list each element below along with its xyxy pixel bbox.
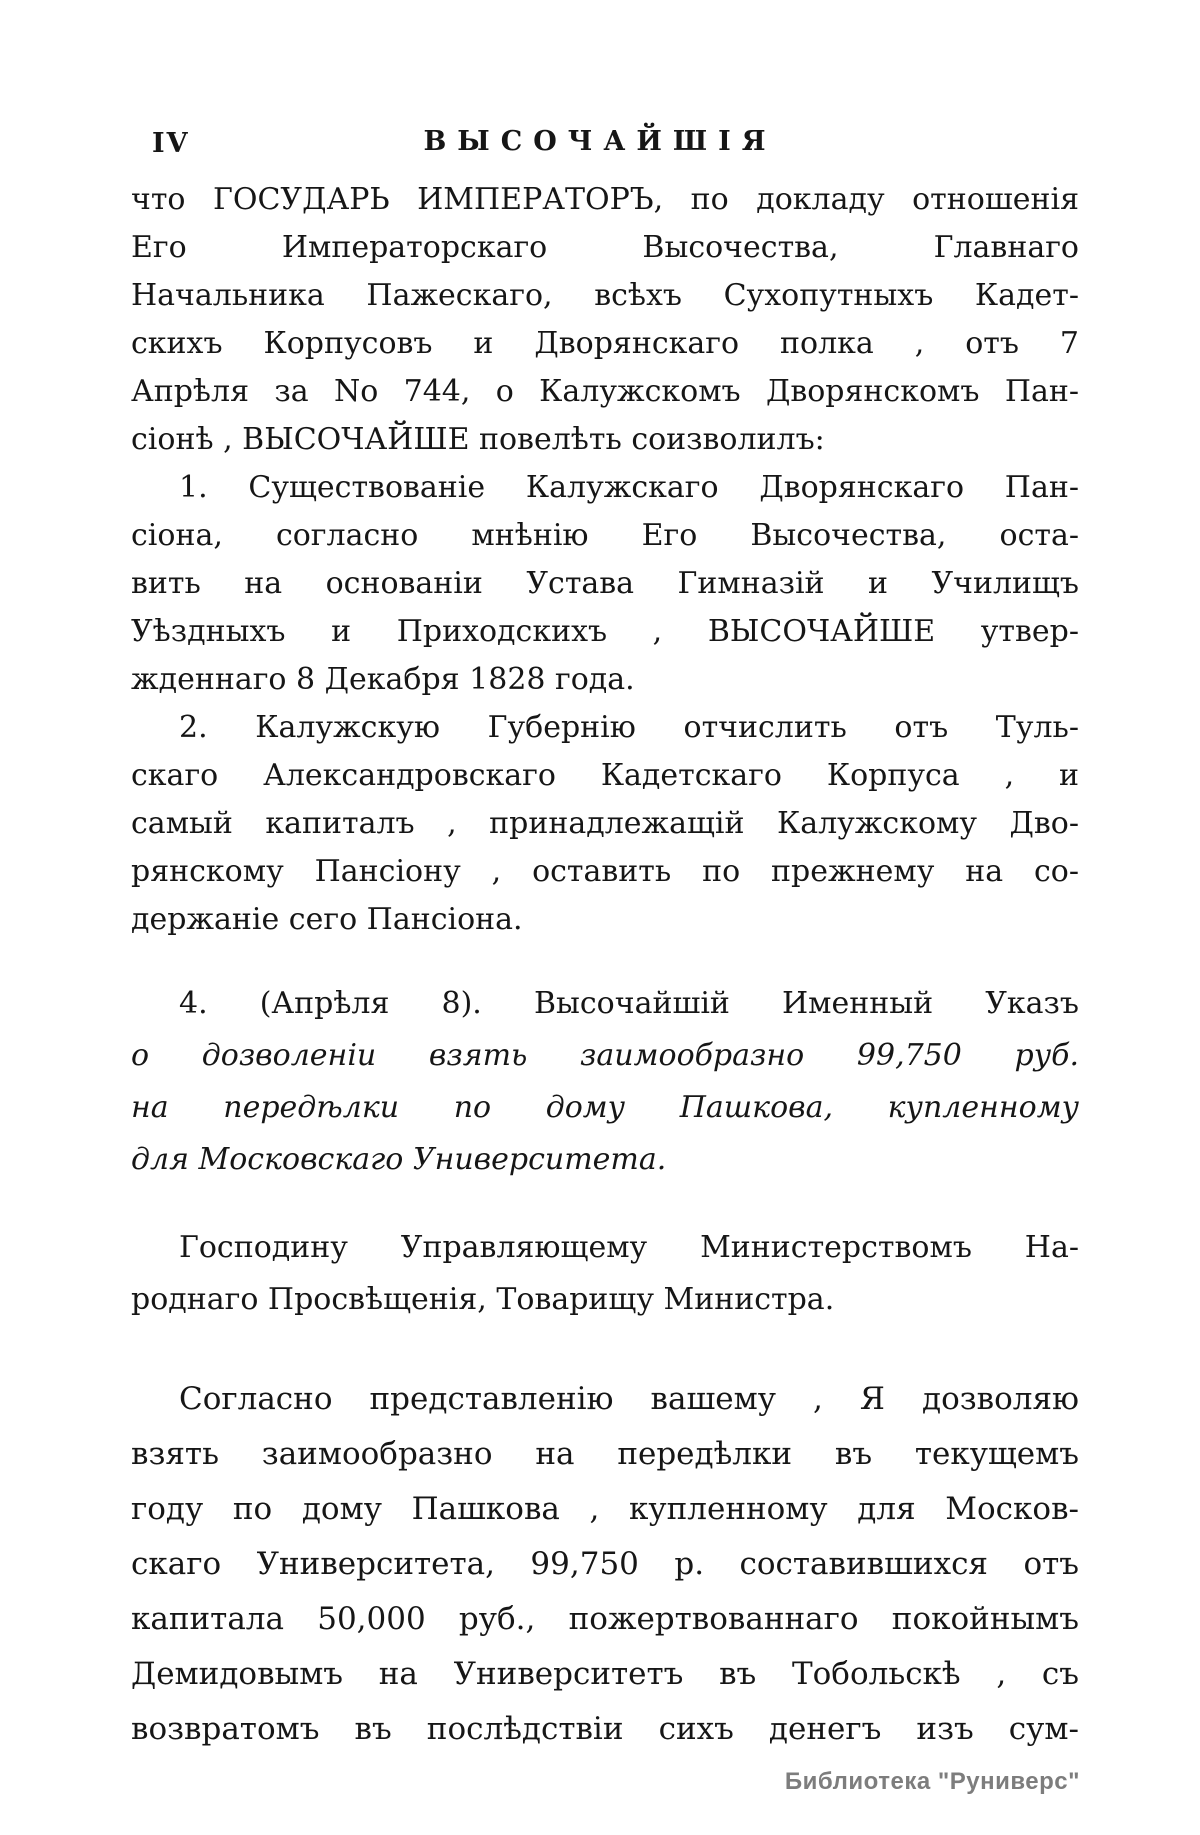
text-line: держаніе сего Пансіона. (131, 902, 523, 937)
text-line: Начальника Пажескаго, всѣхъ Сухопутныхъ Кадет- (131, 278, 1079, 313)
text-line: Господину Управляющему Министерствомъ На- (179, 1230, 1079, 1265)
text-line: сіонѣ , ВЫСОЧАЙШЕ повелѣть соизволилъ: (131, 422, 825, 457)
text-line: возвратомъ въ послѣдствіи сихъ денегъ изъ сум- (131, 1711, 1079, 1747)
text-line: вить на основаніи Устава Гимназій и Училищъ (131, 566, 1079, 601)
paragraph-salutation (131, 1222, 1079, 1326)
library-watermark: Библиотека "Руниверс" (784, 1768, 1080, 1795)
text-line: взять заимообразно на передѣлки въ текущемъ (131, 1436, 1079, 1472)
text-line: Апрѣля за No 744, о Калужскомъ Дворянскомъ Пан- (131, 374, 1079, 409)
text-line: рянскому Пансіону , оставить по прежнему на со- (131, 854, 1079, 889)
text-line: жденнаго 8 Декабря 1828 года. (131, 662, 635, 697)
text-line: что ГОСУДАРЬ ИМПЕРАТОРЪ, по докладу отношенія (131, 182, 1079, 217)
text-line: 4. (Апрѣля 8). Высочайшій Именный Указъ (179, 986, 1079, 1021)
paragraph-decree-heading (131, 978, 1079, 1186)
text-line: скаго Университета, 99,750 р. составившихся отъ (131, 1546, 1079, 1582)
text-line: о дозволеніи взять заимообразно 99,750 руб. (131, 1038, 1079, 1073)
paragraph-intro (131, 176, 1079, 464)
text-line: сіона, согласно мнѣнію Его Высочества, оста- (131, 518, 1079, 553)
text-line: на передѣлки по дому Пашкова, купленному (131, 1090, 1079, 1125)
text-line: Уѣздныхъ и Приходскихъ , ВЫСОЧАЙШЕ утвер- (131, 614, 1079, 649)
text-line: для Московскаго Университета. (131, 1142, 667, 1177)
text-line: роднаго Просвѣщенія, Товарищу Министра. (131, 1282, 835, 1317)
paragraph-decree-body (131, 1372, 1079, 1757)
paragraph-item-1 (131, 464, 1079, 704)
text-line: Его Императорскаго Высочества, Главнаго (131, 230, 1079, 265)
text-line: 2. Калужскую Губернію отчислить отъ Туль- (179, 710, 1079, 745)
text-line: самый капиталъ , принадлежащій Калужскому Дво- (131, 806, 1079, 841)
text-block (131, 176, 1079, 1757)
text-line: Демидовымъ на Университетъ въ Тобольскѣ , съ (131, 1656, 1079, 1692)
text-line: капитала 50,000 руб., пожертвованнаго покойнымъ (131, 1601, 1079, 1637)
page-number: IV (152, 128, 190, 159)
text-line: Согласно представленію вашему , Я дозволяю (179, 1381, 1079, 1417)
running-head: ВЫСОЧАЙШІЯ (423, 126, 777, 157)
text-line: году по дому Пашкова , купленному для Москов- (131, 1491, 1079, 1527)
text-line: 1. Существованіе Калужскаго Дворянскаго Пан- (179, 470, 1079, 505)
paragraph-item-2 (131, 704, 1079, 944)
text-line: скихъ Корпусовъ и Дворянскаго полка , отъ 7 (131, 326, 1079, 361)
text-line: скаго Александровскаго Кадетскаго Корпуса , и (131, 758, 1079, 793)
